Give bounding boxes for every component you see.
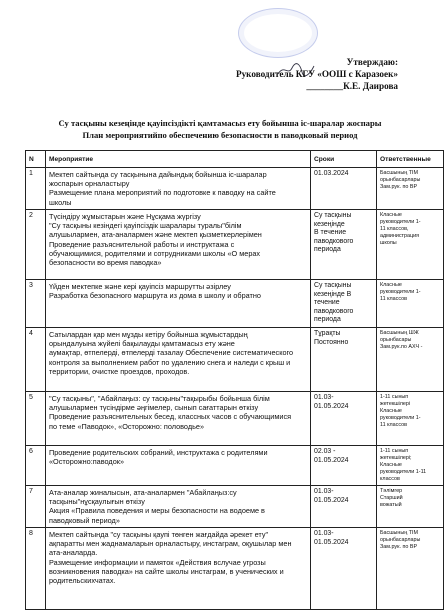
row-responsible [377,210,444,280]
table-row [26,485,444,527]
responsible-line: Зам.рук.по АХЧ - [380,343,423,350]
row-responsible [377,445,444,485]
responsible-line: руководители 1-11 [380,468,427,475]
activity-line: Проведение родительских собраний, инструктажа с родителями [49,447,268,457]
table-row [26,445,444,485]
responsible-line: 11 классов, [380,226,409,232]
activity-line: ақпаратты мен жаднамаларын орналастыру, инстаграм, оқушылар мен [49,539,292,549]
date-line: течение [314,299,340,307]
official-stamp [238,8,318,58]
responsible-line: вожатый [380,501,402,508]
row-activity [46,485,311,527]
responsible-line: Класные [380,407,402,414]
row-number: 1 [26,168,46,210]
date-line: В течение [314,229,347,237]
responsible-line: орынбасары [380,336,412,343]
activity-line: Түсіндіру жұмыстарын және Нұсқама жүргізу [49,212,201,221]
responsible-line: орынбасарлары [380,177,421,183]
activity-line: алушылармен, ата-аналармен және мектеп қызметкерлерімен [49,230,262,240]
responsible-line: 11 классов [380,421,407,428]
row-date [311,327,377,391]
table-row [26,168,444,210]
row-date [311,280,377,328]
responsible-line: 1-11 сынып [380,447,409,454]
header-responsible: Ответственные [377,151,444,168]
row-activity [46,210,311,280]
table-row [26,210,444,280]
row-date [311,485,377,527]
row-activity [46,527,311,609]
activity-line: Акция «Правила поведения и меры безопасности на водоеме в [49,506,265,516]
approval-label: Утверждаю: [346,57,398,67]
activity-line: Размещение плана мероприятий по подготовке к паводку на сайте [49,188,276,198]
row-responsible [377,168,444,210]
header-num: N [26,151,46,168]
date-line: периода [314,246,341,254]
activity-line: "Су тасқыны кезіндегі қауіпсіздік шаралары туралы"білім [49,221,242,231]
approval-block [236,56,398,92]
activity-line: контроля за выполнением работ по удалению снега и наледи с крыш и [49,357,291,367]
responsible-line: 11 классов [380,296,407,302]
table-row [26,327,444,391]
date-line: 01.05.2024 [314,496,349,504]
date-line: 01.05.2024 [314,402,349,410]
table-body [26,168,444,610]
activity-line: Мектеп сайтында су тасқынына дайындық бойынша іс-шаралар [49,170,267,179]
activity-line: обучающимися, родителями и сотрудниками школы «О мерах [49,248,261,258]
row-date [311,527,377,609]
activity-line: «Осторожно:паводок» [49,457,124,467]
date-line: паводкового [314,307,354,315]
date-line: 02.03 - [314,447,336,455]
activity-line: паводковый период» [49,515,120,525]
activity-line: ата-аналарда. [49,548,98,558]
approval-name: ________К.Е. Даирова [306,81,398,91]
activity-line: "Су тасқыны", "Абайлаңыз: су тасқыны"тақырыбы бойынша білім [49,393,270,403]
row-number: 5 [26,391,46,445]
date-line: 01.05.2024 [314,538,349,546]
row-activity [46,391,311,445]
row-activity [46,168,311,210]
date-line: 01.03.2024 [314,170,349,177]
row-number: 7 [26,485,46,527]
row-date [311,391,377,445]
responsible-line: Класные [380,282,402,288]
activity-line: Проведение разъяснительной работы и инструктажа с [49,239,235,249]
date-line: 01.03- [314,393,334,401]
activity-line: Сатылардан қар мен мұзды кетіру бойынша жұмыстардың [49,329,248,339]
responsible-line: школы [380,240,397,246]
row-date [311,210,377,280]
responsible-line: Басшының ТІМ [380,170,419,176]
activity-line: родительскихчатах. [49,575,116,585]
responsible-line: Старший [380,494,403,501]
date-line: 01.05.2024 [314,456,349,464]
activity-line: алушылармен түсіндірме әңгімелер, сынып сағаттарын өткізу [49,403,259,413]
responsible-line: орынбасарлары [380,536,421,543]
responsible-line: Басшының ШЖ [380,329,419,336]
date-line: кезеңінде [314,220,345,228]
activity-line: территории, очистке проездов, проходов. [49,366,190,376]
row-responsible [377,327,444,391]
row-number: 2 [26,210,46,280]
activity-line: аумақтар, өтпелерді, өтпелерді тазалау Обеспечение систематического [49,348,294,358]
row-responsible [377,527,444,609]
responsible-line: руководители 1- [380,414,421,421]
row-responsible [377,280,444,328]
row-responsible [377,391,444,445]
activity-line: орындалуына жүйелі бақылауды қамтамасыз ету және [49,339,235,349]
date-line: Су тасқыны [314,282,352,289]
date-line: кезеңінде В [314,290,352,298]
responsible-line: администрация [380,233,420,239]
activity-line: возникновения паводка» на сайте школы инстаграм, в ученических и [49,566,284,576]
header-date: Сроки [311,151,377,168]
approval-position: Руководитель КГУ «ООШ с Каразоек» [235,69,398,79]
row-number: 8 [26,527,46,609]
row-responsible [377,485,444,527]
activity-line: Разработка безопасного маршрута из дома в школу и обратно [49,291,261,301]
date-line: Постоянно [314,338,349,346]
responsible-line: классов [380,475,400,482]
responsible-line: Класные [380,212,402,218]
activity-line: жоспарын орналастыру [49,179,130,189]
activity-line: Размещение информации и памяток «Действия вслучае угрозы [49,557,266,567]
responsible-line: Тәлімгер [380,487,403,494]
activity-line: Ата-аналар жиналысын, ата-аналармен "Абайлаңыз:су [49,487,237,497]
date-line: 01.03- [314,487,334,495]
responsible-line: Басшының ТІМ [380,529,419,536]
activity-line: школы [49,197,72,207]
table-header-row [26,151,444,168]
responsible-line: Зам.рук. по ВР [380,543,418,550]
activity-line: Үйден мектепке және кері қауіпсіз маршрутты әзірлеу [49,282,231,291]
date-line: Су тасқыны [314,212,352,219]
row-number: 4 [26,327,46,391]
date-line: периода [314,316,341,324]
activity-line: безопасности во время паводка» [49,258,162,268]
row-number: 6 [26,445,46,485]
activity-plan-table [25,150,444,610]
date-line: паводкового [314,237,354,245]
responsible-line: жетекшілері; [380,454,412,461]
header-activity: Мероприятие [46,151,311,168]
row-number: 3 [26,280,46,328]
responsible-line: Класные [380,461,402,468]
activity-line: по теме «Паводок», «Осторожно: половодье» [49,421,205,431]
document-title [50,118,390,141]
title-kazakh: Су тасқыны кезеңінде қауіпсіздікті қамтамасыз ету бойынша іс-шаралар жоспары [58,118,382,128]
table-row [26,391,444,445]
row-activity [46,327,311,391]
date-line: Тұрақты [314,329,341,337]
row-activity [46,280,311,328]
responsible-line: Зам.рук. по ВР [380,184,418,190]
activity-line: Проведение разъяснительных бесед, классных часов с обучающимися [49,412,292,422]
responsible-line: 1-11 сынып [380,393,409,400]
activity-line: тасқыны"нұсқаулығын өткізу [49,497,145,507]
responsible-line: руководители 1- [380,289,421,295]
date-line: 01.03- [314,529,334,537]
row-date [311,445,377,485]
row-date [311,168,377,210]
responsible-line: жетекшілері [380,400,411,407]
title-russian: План мероприятийпо обеспечению безопасности в паводковый период [82,129,358,140]
table-row [26,527,444,609]
row-activity [46,445,311,485]
responsible-line: руководители 1- [380,219,421,225]
activity-line: Мектеп сайтында "су тасқыны қаупі төнген жағдайда әрекет ету" [49,529,269,539]
table-row [26,280,444,328]
